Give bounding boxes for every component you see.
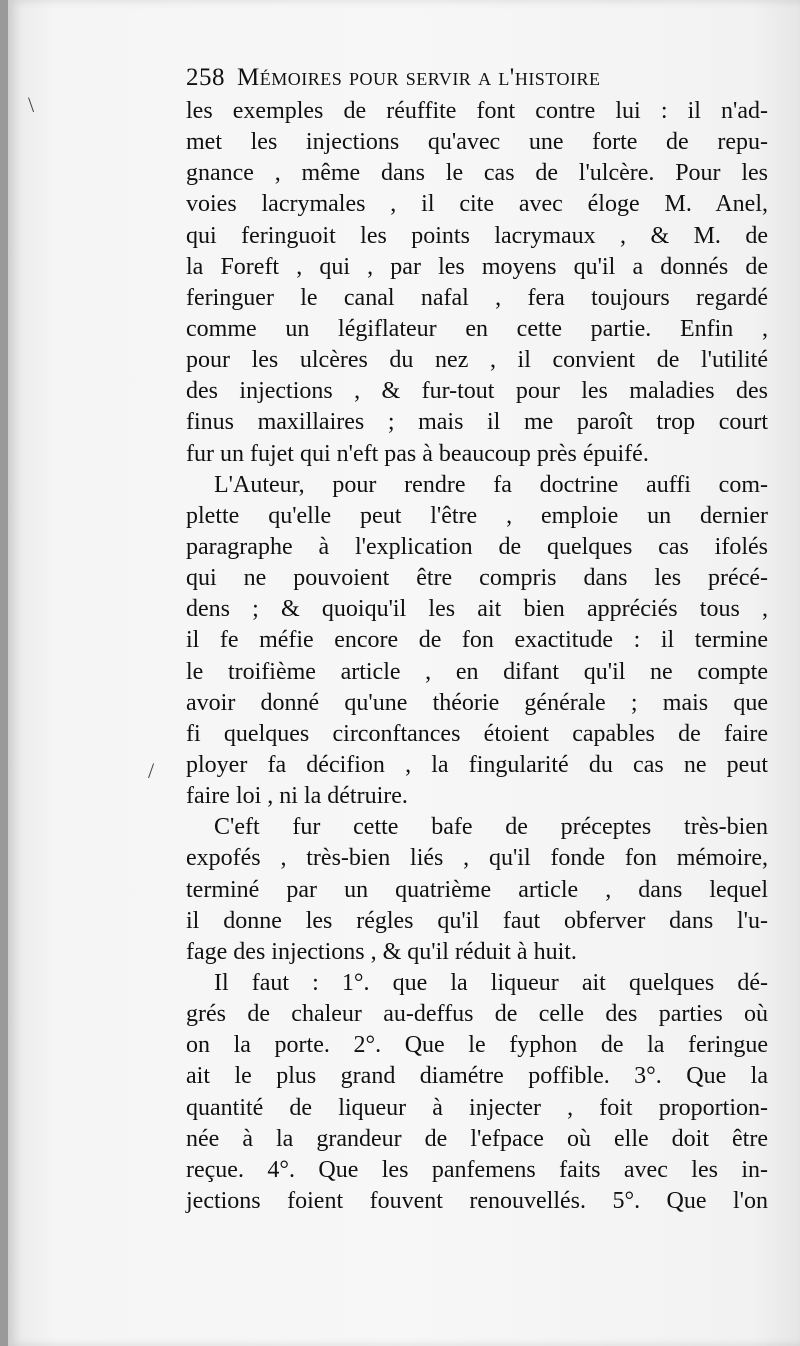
text-line: C'eft fur cette bafe de préceptes très-bien [214,814,768,841]
text-line: fage des injections , & qu'il réduit à huit. [186,938,577,965]
page-header [186,60,768,96]
margin-mark: / [148,758,155,783]
text-line: met les injections qu'avec une forte de repu- [186,129,768,156]
text-line: fur un fujet qui n'eft pas à beaucoup près épuifé. [186,440,649,467]
book-page [8,0,800,1346]
paragraph [186,96,768,470]
text-line: expofés , très-bien liés , qu'il fonde fon mémoire, [186,845,768,872]
text-line: quantité de liqueur à injecter , foit proportion- [186,1094,768,1121]
text-line: pour les ulcères du nez , il convient de l'utilité [186,347,768,374]
text-line: grés de chaleur au-deffus de celle des parties où [186,1001,768,1028]
text-line: le troifième article , en difant qu'il ne compte [186,658,768,685]
text-line: qui ne pouvoient être compris dans les précé- [186,565,768,592]
text-line: il donne les régles qu'il faut obferver dans l'u- [186,907,768,934]
text-line: jections foient fouvent renouvellés. 5°. Que l'on [186,1187,768,1214]
text-line: comme un légiflateur en cette partie. Enfin , [186,315,768,342]
paragraph [186,968,768,1217]
text-line: reçue. 4°. Que les panfemens faits avec les in- [186,1156,768,1183]
text-line: la Foreft , qui , par les moyens qu'il a donnés de [186,253,768,280]
margin-mark: \ [28,92,35,117]
paragraph [186,812,768,968]
text-line: Il faut : 1°. que la liqueur ait quelques dé- [214,969,768,996]
text-line: on la porte. 2°. Que le fyphon de la feringue [186,1032,768,1059]
text-line: ployer fa décifion , la fingularité du cas ne peut [186,751,768,778]
page-text-block [186,60,768,1217]
running-title: Mémoires pour servir a l'histoire [237,64,601,91]
text-line: plette qu'elle peut l'être , emploie un dernier [186,502,768,529]
text-line: paragraphe à l'explication de quelques cas ifolés [186,533,768,560]
text-line: ait le plus grand diamétre poffible. 3°. Que la [186,1063,768,1090]
text-line: les exemples de réuffite font contre lui : il n'ad- [186,98,768,124]
text-line: L'Auteur, pour rendre fa doctrine auffi com- [214,471,768,498]
text-line: des injections , & fur-tout pour les maladies des [186,378,768,405]
paragraph [186,470,768,813]
text-line: avoir donné qu'une théorie générale ; mais que [186,689,768,716]
text-line: terminé par un quatrième article , dans lequel [186,876,768,903]
text-line: qui feringuoit les points lacrymaux , & M. de [186,222,768,249]
text-line: gnance , même dans le cas de l'ulcère. Pour les [186,160,768,187]
page-number: 258 [186,64,225,91]
body-text [186,96,768,1217]
text-line: fi quelques circonftances étoient capables de faire [186,720,768,747]
text-line: finus maxillaires ; mais il me paroît trop court [186,409,768,436]
text-line: dens ; & quoiqu'il les ait bien appréciés tous , [186,596,768,623]
text-line: feringuer le canal nafal , fera toujours regardé [186,284,768,311]
text-line: il fe méfie encore de fon exactitude : il termine [186,627,768,654]
text-line: née à la grandeur de l'efpace où elle doit être [186,1125,768,1152]
text-line: voies lacrymales , il cite avec éloge M. Anel, [186,191,768,218]
text-line: faire loi , ni la détruire. [186,783,408,810]
